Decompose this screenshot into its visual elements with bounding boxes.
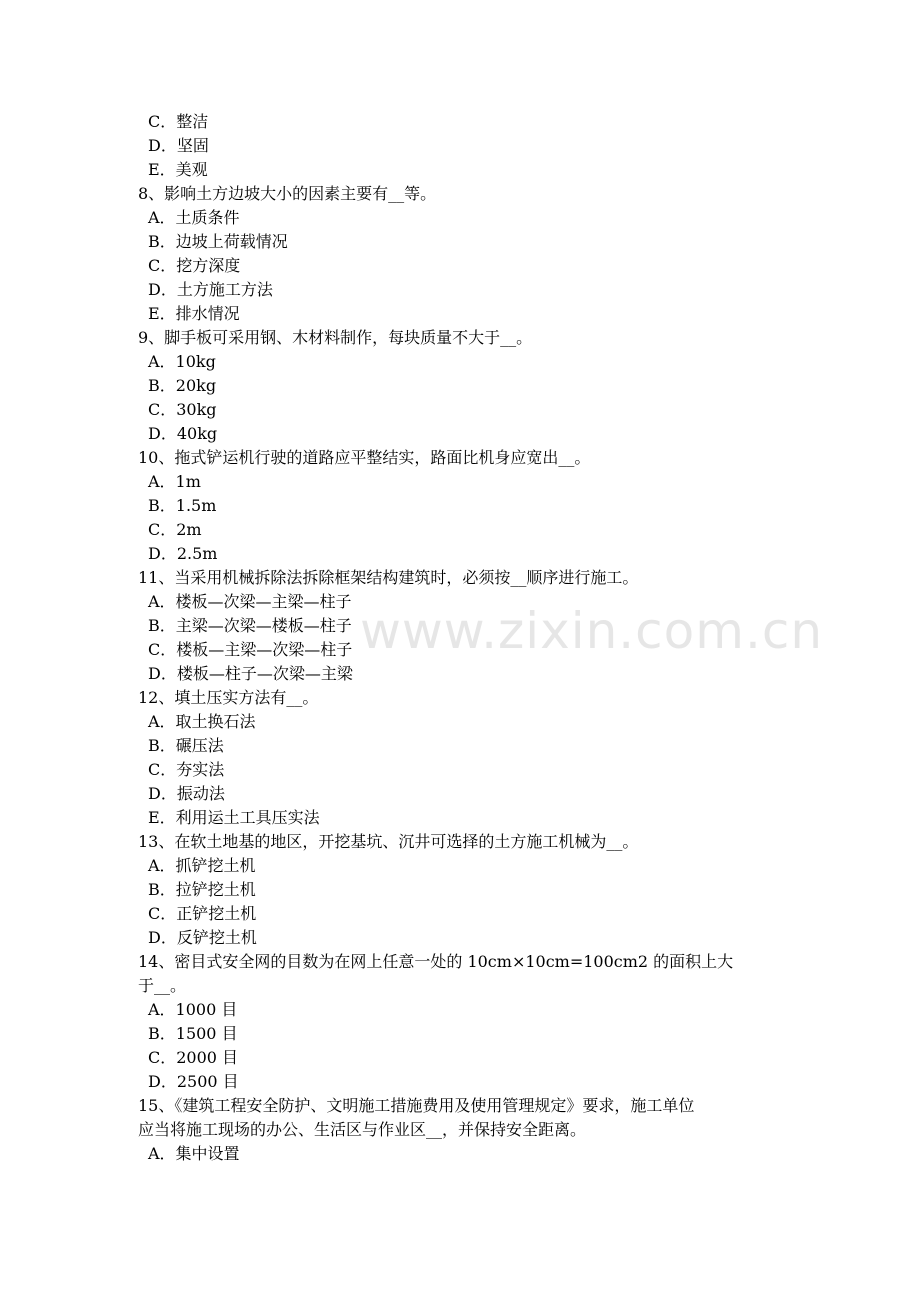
q14-question-line-2: 于__。 bbox=[138, 976, 187, 995]
q8-option-d: D．土方施工方法 bbox=[148, 280, 273, 299]
q10-option-c: C．2m bbox=[148, 520, 202, 539]
q12-option-c: C．夯实法 bbox=[148, 760, 225, 779]
q9-option-d: D．40kg bbox=[148, 424, 218, 443]
q10-question: 10、拖式铲运机行驶的道路应平整结实，路面比机身应宽出__。 bbox=[138, 448, 591, 467]
document-page bbox=[138, 110, 798, 1166]
q13-option-c: C．正铲挖土机 bbox=[148, 904, 257, 923]
q7-option-e: E．美观 bbox=[148, 160, 208, 179]
q11-option-c: C．楼板—主梁—次梁—柱子 bbox=[148, 640, 353, 659]
q15-question-line-2: 应当将施工现场的办公、生活区与作业区__，并保持安全距离。 bbox=[138, 1120, 587, 1139]
watermark: www.zixin.com.cn bbox=[360, 602, 824, 660]
q8-option-c: C．挖方深度 bbox=[148, 256, 241, 275]
q9-option-c: C．30kg bbox=[148, 400, 217, 419]
q15-question-line-1: 15、《建筑工程安全防护、文明施工措施费用及使用管理规定》要求，施工单位 bbox=[138, 1096, 695, 1115]
q7-option-c: C．整洁 bbox=[148, 112, 209, 131]
q9-option-b: B．20kg bbox=[148, 376, 217, 395]
q10-option-a: A．1m bbox=[148, 472, 201, 491]
q7-option-d: D．坚固 bbox=[148, 136, 209, 155]
q12-option-a: A．取土换石法 bbox=[148, 712, 256, 731]
q13-question: 13、在软土地基的地区，开挖基坑、沉井可选择的土方施工机械为__。 bbox=[138, 832, 639, 851]
q11-option-a: A．楼板—次梁—主梁—柱子 bbox=[148, 592, 352, 611]
q9-question: 9、脚手板可采用钢、木材料制作，每块质量不大于__。 bbox=[138, 328, 533, 347]
q14-question-line-1: 14、密目式安全网的目数为在网上任意一处的 10cm×10cm=100cm2 的面积上大 bbox=[138, 952, 734, 971]
q15-option-a: A．集中设置 bbox=[148, 1144, 240, 1163]
q12-question: 12、填土压实方法有__。 bbox=[138, 688, 319, 707]
q11-question: 11、当采用机械拆除法拆除框架结构建筑时，必须按__顺序进行施工。 bbox=[138, 568, 639, 587]
q12-option-b: B．碾压法 bbox=[148, 736, 224, 755]
q13-option-a: A．抓铲挖土机 bbox=[148, 856, 256, 875]
q12-option-e: E．利用运土工具压实法 bbox=[148, 808, 320, 827]
q8-question: 8、影响土方边坡大小的因素主要有__等。 bbox=[138, 184, 437, 203]
q9-option-a: A．10kg bbox=[148, 352, 216, 371]
q13-option-d: D．反铲挖土机 bbox=[148, 928, 257, 947]
q10-option-d: D．2.5m bbox=[148, 544, 218, 563]
q14-option-a: A．1000 目 bbox=[148, 1000, 238, 1019]
q14-option-d: D．2500 目 bbox=[148, 1072, 239, 1091]
q8-option-b: B．边坡上荷载情况 bbox=[148, 232, 288, 251]
q11-option-d: D．楼板—柱子—次梁—主梁 bbox=[148, 664, 353, 683]
q8-option-e: E．排水情况 bbox=[148, 304, 240, 323]
q13-option-b: B．拉铲挖土机 bbox=[148, 880, 256, 899]
q11-option-b: B．主梁—次梁—楼板—柱子 bbox=[148, 616, 352, 635]
q14-option-b: B．1500 目 bbox=[148, 1024, 238, 1043]
q8-option-a: A．土质条件 bbox=[148, 208, 240, 227]
q10-option-b: B．1.5m bbox=[148, 496, 217, 515]
q14-option-c: C．2000 目 bbox=[148, 1048, 239, 1067]
q12-option-d: D．振动法 bbox=[148, 784, 225, 803]
